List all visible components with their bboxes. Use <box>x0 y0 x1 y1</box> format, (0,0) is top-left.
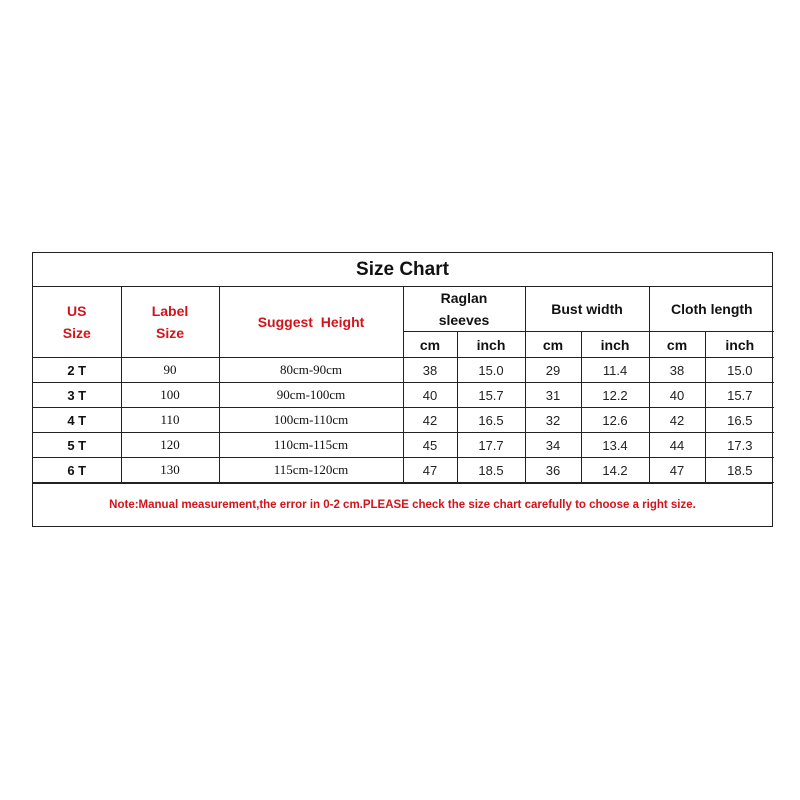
cell-raglan-cm: 45 <box>403 433 457 458</box>
cell-label-size: 130 <box>121 458 219 483</box>
cell-label-size: 100 <box>121 383 219 408</box>
cell-us-size: 4 T <box>33 408 121 433</box>
cell-raglan-cm: 47 <box>403 458 457 483</box>
cell-label-size: 120 <box>121 433 219 458</box>
header-bust-width: Bust width <box>525 287 649 332</box>
cell-suggest-height: 115cm-120cm <box>219 458 403 483</box>
cell-bust-inch: 12.6 <box>581 408 649 433</box>
unit-cloth-inch: inch <box>705 332 774 358</box>
chart-title: Size Chart <box>33 253 772 287</box>
cell-bust-cm: 36 <box>525 458 581 483</box>
cell-bust-cm: 34 <box>525 433 581 458</box>
header-label-size-line1: Label <box>151 303 189 319</box>
table-row <box>33 433 774 458</box>
cell-suggest-height: 100cm-110cm <box>219 408 403 433</box>
cell-cloth-inch: 18.5 <box>705 458 774 483</box>
cell-us-size: 5 T <box>33 433 121 458</box>
cell-raglan-inch: 16.5 <box>457 408 525 433</box>
size-table <box>33 287 774 483</box>
cell-cloth-inch: 16.5 <box>705 408 774 433</box>
cell-bust-inch: 13.4 <box>581 433 649 458</box>
cell-cloth-cm: 40 <box>649 383 705 408</box>
cell-suggest-height: 110cm-115cm <box>219 433 403 458</box>
header-raglan-sleeves <box>403 287 525 332</box>
cell-suggest-height: 90cm-100cm <box>219 383 403 408</box>
cell-us-size: 2 T <box>33 358 121 383</box>
header-label-size <box>121 287 219 358</box>
cell-bust-inch: 12.2 <box>581 383 649 408</box>
table-body <box>33 358 774 483</box>
cell-raglan-inch: 17.7 <box>457 433 525 458</box>
header-label-size-line2: Size <box>155 325 184 341</box>
table-row <box>33 358 774 383</box>
cell-cloth-inch: 17.3 <box>705 433 774 458</box>
header-us-size-line1: US <box>67 303 87 319</box>
table-row <box>33 408 774 433</box>
cell-label-size: 90 <box>121 358 219 383</box>
cell-cloth-cm: 47 <box>649 458 705 483</box>
cell-label-size: 110 <box>121 408 219 433</box>
header-raglan-line1: Raglan <box>440 290 488 306</box>
header-raglan-line2: sleeves <box>438 312 490 328</box>
cell-raglan-cm: 40 <box>403 383 457 408</box>
cell-bust-inch: 14.2 <box>581 458 649 483</box>
cell-raglan-inch: 15.0 <box>457 358 525 383</box>
cell-suggest-height: 80cm-90cm <box>219 358 403 383</box>
measurement-note: Note:Manual measurement,the error in 0-2 cm.PLEASE check the size chart carefully to choose a right size. <box>33 483 772 526</box>
header-us-size <box>33 287 121 358</box>
header-suggest-height: Suggest Height <box>219 287 403 358</box>
cell-bust-inch: 11.4 <box>581 358 649 383</box>
cell-raglan-cm: 42 <box>403 408 457 433</box>
cell-us-size: 6 T <box>33 458 121 483</box>
cell-bust-cm: 31 <box>525 383 581 408</box>
unit-raglan-inch: inch <box>457 332 525 358</box>
table-row <box>33 458 774 483</box>
cell-bust-cm: 29 <box>525 358 581 383</box>
cell-cloth-inch: 15.0 <box>705 358 774 383</box>
cell-raglan-cm: 38 <box>403 358 457 383</box>
size-chart <box>32 252 773 527</box>
header-us-size-line2: Size <box>62 325 91 341</box>
cell-cloth-cm: 42 <box>649 408 705 433</box>
unit-bust-cm: cm <box>525 332 581 358</box>
unit-raglan-cm: cm <box>403 332 457 358</box>
cell-bust-cm: 32 <box>525 408 581 433</box>
header-cloth-length: Cloth length <box>649 287 774 332</box>
cell-raglan-inch: 15.7 <box>457 383 525 408</box>
cell-raglan-inch: 18.5 <box>457 458 525 483</box>
unit-bust-inch: inch <box>581 332 649 358</box>
cell-cloth-inch: 15.7 <box>705 383 774 408</box>
cell-cloth-cm: 38 <box>649 358 705 383</box>
cell-cloth-cm: 44 <box>649 433 705 458</box>
unit-cloth-cm: cm <box>649 332 705 358</box>
cell-us-size: 3 T <box>33 383 121 408</box>
table-row <box>33 383 774 408</box>
